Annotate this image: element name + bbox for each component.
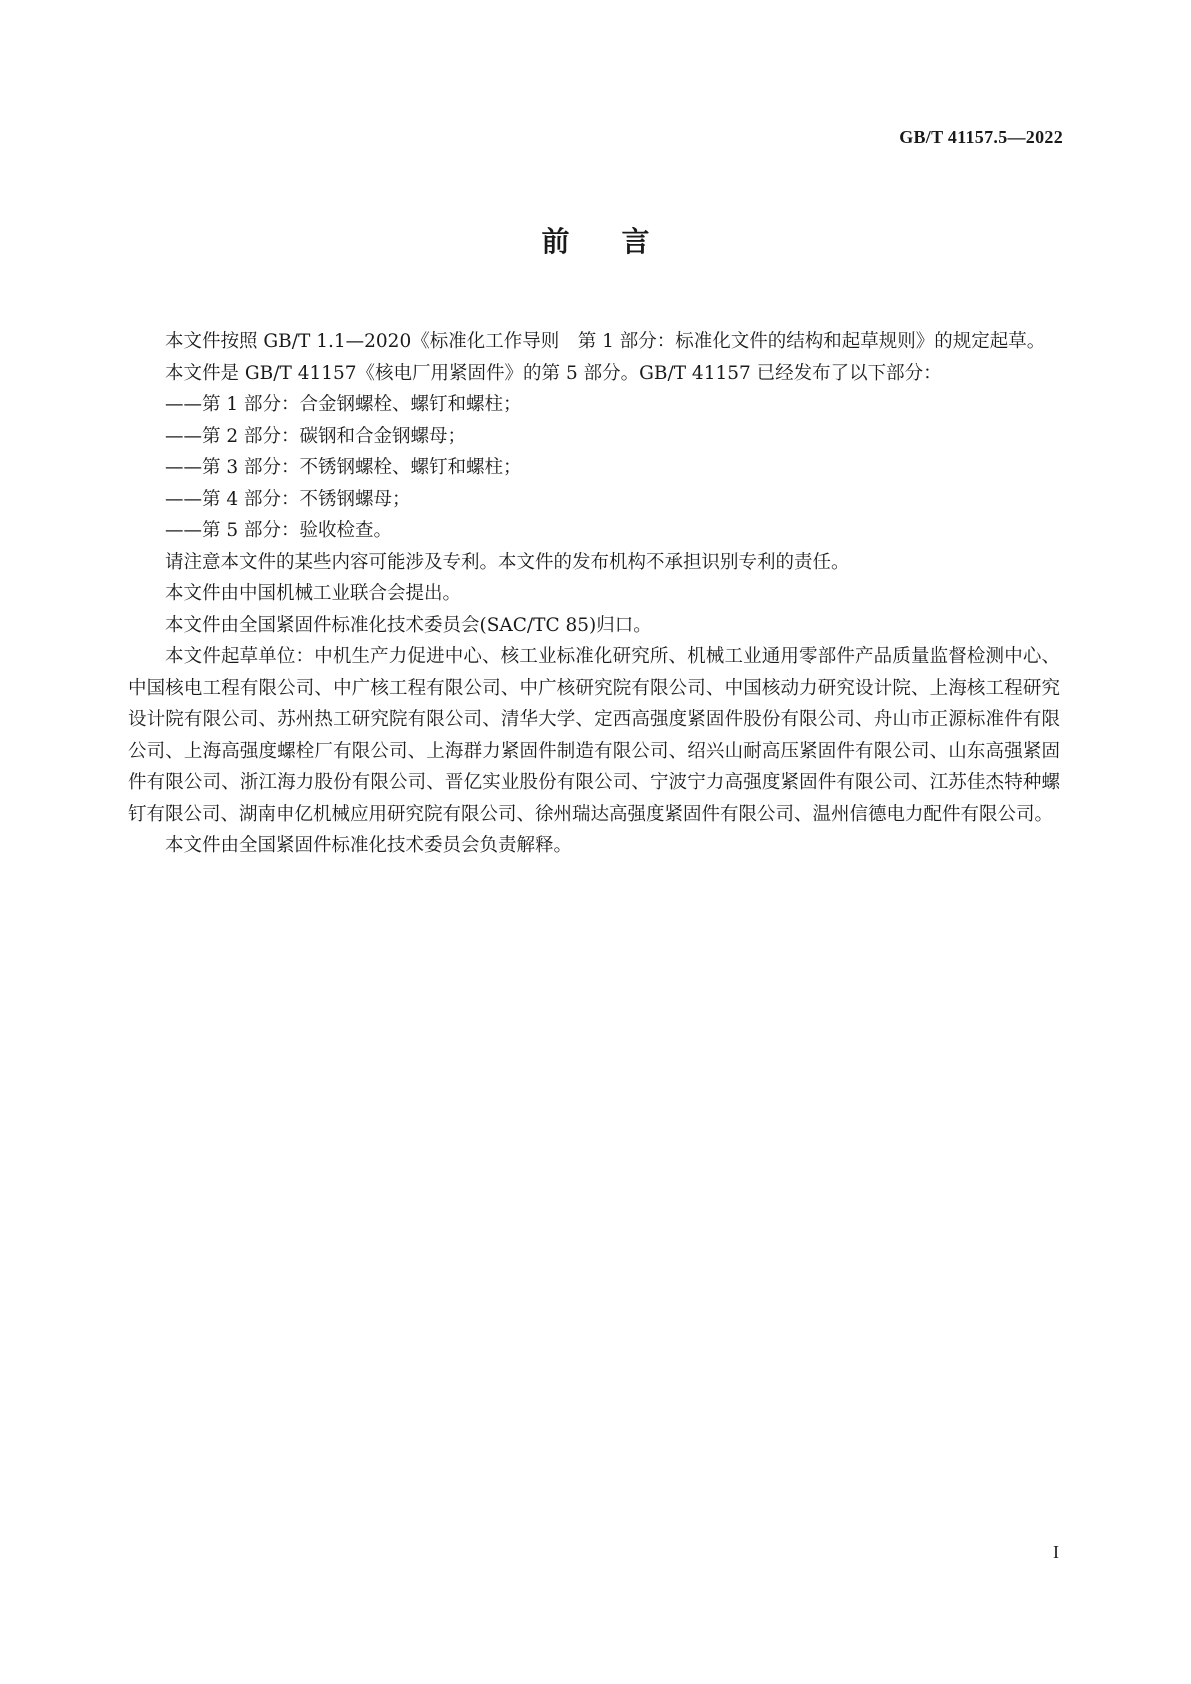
paragraph-technical-committee: 本文件由全国紧固件标准化技术委员会(SAC/TC 85)归口。 [165, 614, 652, 636]
paragraph-drafting-units: 本文件起草单位：中机生产力促进中心、核工业标准化研究所、机械工业通用零部件产品质量监督检测中心、中国核电工程有限公司、中广核工程有限公司、中广核研究院有限公司、中国核动力研究设计院、上海核工程研究设计院有限公司、苏州热工研究院有限公司、清华大学、定西高强度紧固件股份有限公司、舟山市正源标准件有限公司、上海高强度螺栓厂有限公司、上海群力紧固件制造有限公司、绍兴山耐高压紧固件有限公司、山东高强紧固件有限公司、浙江海力股份有限公司、晋亿实业股份有限公司、宁波宁力高强度紧固件有限公司、江苏佳杰特种螺钉有限公司、湖南申亿机械应用研究院有限公司、徐州瑞达高强度紧固件有限公司、温州信德电力配件有限公司。 [128, 646, 1060, 825]
list-item-part-3: ——第 3 部分：不锈钢螺栓、螺钉和螺柱； [165, 457, 522, 478]
list-item-part-5: ——第 5 部分：验收检查。 [165, 520, 393, 541]
paragraph-patent-notice: 请注意本文件的某些内容可能涉及专利。本文件的发布机构不承担识别专利的责任。 [165, 551, 850, 573]
page-number: I [1053, 1542, 1059, 1562]
paragraph-interpretation: 本文件由全国紧固件标准化技术委员会负责解释。 [165, 835, 573, 856]
list-item-part-2: ——第 2 部分：碳钢和合金钢螺母； [165, 425, 467, 447]
standard-code: GB/T 41157.5—2022 [899, 127, 1063, 147]
list-item-part-4: ——第 4 部分：不锈钢螺母； [165, 488, 411, 510]
foreword-body [128, 326, 1060, 862]
paragraph-series-intro: 本文件是 GB/T 41157《核电厂用紧固件》的第 5 部分。GB/T 41157 已经发布了以下部分： [165, 362, 942, 384]
paragraph-proposer: 本文件由中国机械工业联合会提出。 [165, 583, 462, 604]
list-item-part-1: ——第 1 部分：合金钢螺栓、螺钉和螺柱； [165, 394, 522, 415]
paragraph-drafting-rules: 本文件按照 GB/T 1.1—2020《标准化工作导则 第 1 部分：标准化文件的结构和起草规则》的规定起草。 [165, 331, 1046, 352]
page-title: 前言 [541, 225, 702, 258]
